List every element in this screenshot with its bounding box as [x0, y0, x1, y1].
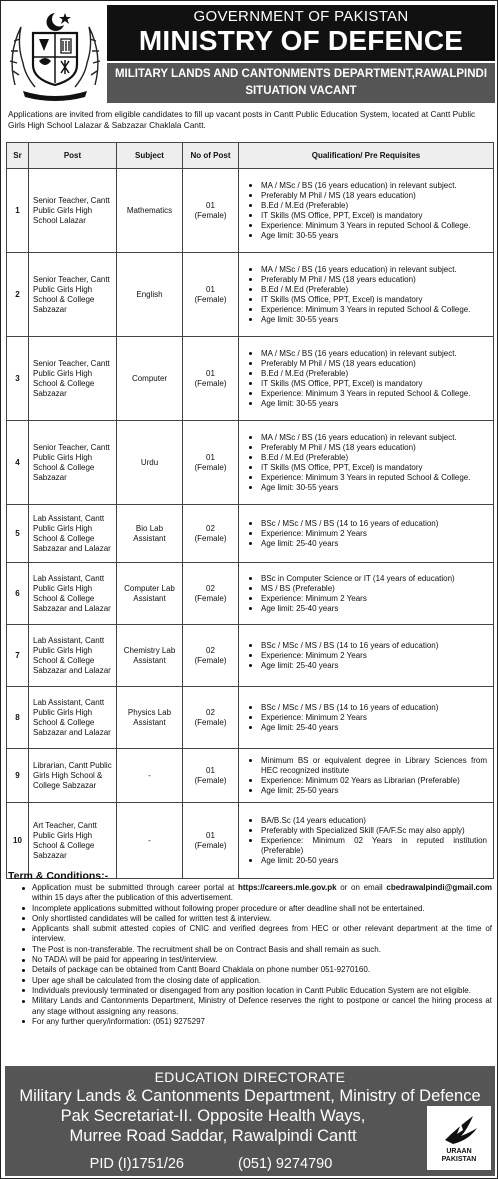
header-qualification: Qualification/ Pre Requisites	[239, 143, 494, 169]
row-no-of-post	[183, 749, 239, 803]
qualification-item: Preferably M Phil / MS (18 years education)	[249, 443, 487, 453]
qualification-item: BSc / MSc / MS / BS (14 to 16 years of education)	[249, 641, 487, 651]
qualification-item: Experience: Minimum 2 Years	[249, 529, 487, 539]
qualification-item: MS / BS (Preferable)	[249, 584, 487, 594]
post-gender: (Female)	[194, 462, 227, 472]
table-row	[7, 687, 494, 749]
qualification-item: Experience: Minimum 2 Years	[249, 651, 487, 661]
qualification-list	[249, 181, 487, 241]
qualification-item: Age limit: 30-55 years	[249, 231, 487, 241]
qualification-item: Preferably with Specialized Skill (FA/F.Sc may also apply)	[249, 826, 487, 836]
uraan-bird-icon	[427, 1106, 491, 1150]
table-row	[7, 505, 494, 563]
terms-item: For any further query/information: (051) 9275297	[8, 1017, 492, 1027]
qualification-item: Age limit: 25-40 years	[249, 661, 487, 671]
qualification-item: Preferably M Phil / MS (18 years education)	[249, 191, 487, 201]
row-no-of-post	[183, 563, 239, 625]
post-gender: (Female)	[194, 655, 227, 665]
qualification-item: Preferably M Phil / MS (18 years education)	[249, 359, 487, 369]
row-sr: 7	[7, 625, 29, 687]
footer-line-2: Pak Secretariat-II. Opposite Health Ways,	[60, 1107, 366, 1125]
qualification-list	[249, 816, 487, 866]
row-sr: 6	[7, 563, 29, 625]
qualification-item: Experience: Minimum 02 Years in reputed institution (Preferable)	[249, 836, 487, 856]
footer-line-1: Military Lands & Cantonments Department, Ministry of Defence	[19, 1087, 481, 1105]
row-sr: 10	[7, 803, 29, 879]
row-post: Senior Teacher, Cantt Public Girls High School Lalazar	[29, 169, 117, 253]
row-no-of-post	[183, 803, 239, 879]
row-subject: Bio Lab Assistant	[117, 505, 183, 563]
qualification-item: IT Skills (MS Office, PPT, Excel) is mandatory	[249, 295, 487, 305]
terms-section	[8, 870, 492, 1027]
header-sr: Sr	[7, 143, 29, 169]
qualification-item: IT Skills (MS Office, PPT, Excel) is mandatory	[249, 463, 487, 473]
row-sr: 1	[7, 169, 29, 253]
row-no-of-post	[183, 421, 239, 505]
row-qualification	[239, 253, 494, 337]
qualification-list	[249, 641, 487, 671]
qualification-list	[249, 756, 487, 796]
row-subject: English	[117, 253, 183, 337]
row-post: Librarian, Cantt Public Girls High School & College Sabzazar	[29, 749, 117, 803]
qualification-item: Age limit: 25-50 years	[249, 786, 487, 796]
department-banner	[107, 63, 495, 103]
footer-pid-row	[5, 1155, 417, 1173]
post-count: 01	[206, 830, 215, 840]
qualification-item: BA/B.Sc (14 years education)	[249, 816, 487, 826]
post-count: 02	[206, 645, 215, 655]
terms-text: or on email	[336, 883, 387, 892]
qualification-item: Age limit: 25-40 years	[249, 604, 487, 614]
post-gender: (Female)	[194, 210, 227, 220]
row-qualification	[239, 625, 494, 687]
row-subject: Urdu	[117, 421, 183, 505]
row-qualification	[239, 337, 494, 421]
qualification-item: IT Skills (MS Office, PPT, Excel) is mandatory	[249, 379, 487, 389]
row-post: Senior Teacher, Cantt Public Girls High School & College Sabzazar	[29, 421, 117, 505]
qualification-item: Age limit: 30-55 years	[249, 315, 487, 325]
intro-text: Applications are invited from eligible candidates to fill up vacant posts in Cantt Public Education System, located at Cantt Public Girls High School Lalazar & Sabzazar Chaklala Cantt.	[8, 109, 476, 130]
qualification-item: B.Ed / M.Ed (Preferable)	[249, 453, 487, 463]
terms-item: Applicants shall submit attested copies of CNIC and verified degrees from HEC or other relevant department at the time of interview.	[8, 924, 492, 945]
ministry-title: MINISTRY OF DEFENCE	[138, 25, 464, 56]
ministry-banner	[107, 5, 495, 61]
row-sr: 4	[7, 421, 29, 505]
row-qualification	[239, 169, 494, 253]
qualification-item: MA / MSc / BS (16 years education) in relevant subject.	[249, 181, 487, 191]
terms-item: Only shortlisted candidates will be called for written test & interview.	[8, 914, 492, 924]
qualification-item: Age limit: 30-55 years	[249, 399, 487, 409]
table-header-row	[7, 143, 494, 169]
post-count: 01	[206, 200, 215, 210]
row-subject: Physics Lab Assistant	[117, 687, 183, 749]
post-count: 02	[206, 583, 215, 593]
table-row	[7, 749, 494, 803]
qualification-item: Age limit: 20-50 years	[249, 856, 487, 866]
qualification-item: Preferably M Phil / MS (18 years education)	[249, 275, 487, 285]
row-subject: Computer	[117, 337, 183, 421]
email-link[interactable]: cbedrawalpindi@gmail.com	[386, 883, 492, 892]
row-qualification	[239, 505, 494, 563]
career-portal-link[interactable]: https://careers.mle.gov.pk	[237, 883, 337, 892]
qualification-item: Experience: Minimum 2 Years	[249, 713, 487, 723]
qualification-item: Age limit: 30-55 years	[249, 483, 487, 493]
post-count: 01	[206, 452, 215, 462]
qualification-list	[249, 574, 487, 614]
table-body	[7, 169, 494, 879]
qualification-item: B.Ed / M.Ed (Preferable)	[249, 285, 487, 295]
qualification-item: BSc / MSc / MS / BS (14 to 16 years of education)	[249, 703, 487, 713]
qualification-list	[249, 349, 487, 409]
terms-title: Term & Conditions:-	[8, 870, 109, 882]
qualification-item: Experience: Minimum 3 Years in reputed School & College.	[249, 389, 487, 399]
terms-item: Individuals previously terminated or disengaged from any position location in Cantt Public Education System are not eligible.	[8, 986, 492, 996]
terms-item: Uper age shall be calculated from the closing date of application.	[8, 976, 492, 986]
row-sr: 8	[7, 687, 29, 749]
header-no-of-post: No of Post	[183, 143, 239, 169]
qualification-item: B.Ed / M.Ed (Preferable)	[249, 201, 487, 211]
table-row	[7, 625, 494, 687]
row-post: Senior Teacher, Cantt Public Girls High School & College Sabzazar	[29, 253, 117, 337]
pid-number: PID (I)1751/26	[89, 1156, 184, 1172]
row-subject: -	[117, 749, 183, 803]
qualification-item: MA / MSc / BS (16 years education) in relevant subject.	[249, 433, 487, 443]
row-post: Senior Teacher, Cantt Public Girls High School & College Sabzazar	[29, 337, 117, 421]
row-qualification	[239, 749, 494, 803]
qualification-item: MA / MSc / BS (16 years education) in relevant subject.	[249, 349, 487, 359]
row-no-of-post	[183, 505, 239, 563]
qualification-list	[249, 519, 487, 549]
terms-item-submission	[8, 883, 492, 904]
directorate-title: EDUCATION DIRECTORATE	[154, 1069, 346, 1085]
row-post: Lab Assistant, Cantt Public Girls High School & College Sabzazar and Lalazar	[29, 505, 117, 563]
post-count: 02	[206, 707, 215, 717]
table-row	[7, 337, 494, 421]
qualification-item: BSc / MSc / MS / BS (14 to 16 years of education)	[249, 519, 487, 529]
qualification-item: Experience: Minimum 3 Years in reputed School & College.	[249, 305, 487, 315]
government-title: GOVERNMENT OF PAKISTAN	[193, 8, 409, 25]
row-post: Art Teacher, Cantt Public Girls High School & College Sabzazar	[29, 803, 117, 879]
state-emblem-icon	[5, 5, 105, 101]
post-count: 01	[206, 765, 215, 775]
row-subject: Chemistry Lab Assistant	[117, 625, 183, 687]
row-no-of-post	[183, 253, 239, 337]
uraan-pakistan-logo	[427, 1106, 491, 1170]
header	[1, 1, 498, 107]
vacancy-table	[6, 142, 494, 879]
qualification-item: Experience: Minimum 3 Years in reputed School & College.	[249, 473, 487, 483]
table-row	[7, 803, 494, 879]
row-subject: Mathematics	[117, 169, 183, 253]
post-gender: (Female)	[194, 593, 227, 603]
terms-item: Military Lands and Cantonments Department, Ministry of Defence reserves the right to postpone or cancel the hiring process at any stage without assigning any reasons.	[8, 996, 492, 1017]
post-count: 01	[206, 368, 215, 378]
qualification-item: B.Ed / M.Ed (Preferable)	[249, 369, 487, 379]
row-subject: Computer Lab Assistant	[117, 563, 183, 625]
qualification-list	[249, 703, 487, 733]
row-sr: 3	[7, 337, 29, 421]
table-row	[7, 253, 494, 337]
row-qualification	[239, 687, 494, 749]
post-gender: (Female)	[194, 378, 227, 388]
footer-line-3: Murree Road Saddar, Rawalpindi Cantt	[69, 1127, 357, 1145]
header-post: Post	[29, 143, 117, 169]
qualification-item: Minimum BS or equivalent degree in Library Sciences from HEC recognized institute	[249, 756, 487, 776]
qualification-item: Experience: Minimum 02 Years as Librarian (Preferable)	[249, 776, 487, 786]
qualification-item: MA / MSc / BS (16 years education) in relevant subject.	[249, 265, 487, 275]
row-post: Lab Assistant, Cantt Public Girls High School & College Sabzazar and Lalazar	[29, 625, 117, 687]
uraan-logo-text: URAAN	[446, 1148, 472, 1155]
terms-item: Details of package can be obtained from Cantt Board Chaklala on phone number 051-9270160.	[8, 965, 492, 975]
row-no-of-post	[183, 687, 239, 749]
footer	[5, 1066, 495, 1176]
row-sr: 9	[7, 749, 29, 803]
footer-phone: (051) 9274790	[237, 1156, 333, 1172]
qualification-list	[249, 433, 487, 493]
row-subject: -	[117, 803, 183, 879]
header-subject: Subject	[117, 143, 183, 169]
terms-item: The Post is non-transferable. The recruitment shall be on Contract Basis and shall remain as such.	[8, 945, 492, 955]
row-sr: 5	[7, 505, 29, 563]
row-no-of-post	[183, 625, 239, 687]
post-gender: (Female)	[194, 840, 227, 850]
row-post: Lab Assistant, Cantt Public Girls High School & College Sabzazar and Lalazar	[29, 563, 117, 625]
terms-item: Incomplete applications submitted without following proper procedure or after deadline shall not be entertained.	[8, 904, 492, 914]
qualification-item: IT Skills (MS Office, PPT, Excel) is mandatory	[249, 211, 487, 221]
table-row	[7, 421, 494, 505]
pakistan-logo-text: PAKISTAN	[441, 1156, 477, 1163]
post-gender: (Female)	[194, 717, 227, 727]
row-post: Lab Assistant, Cantt Public Girls High School & College Sabzazar and Lalazar	[29, 687, 117, 749]
post-count: 01	[206, 284, 215, 294]
qualification-item: Experience: Minimum 2 Years	[249, 594, 487, 604]
qualification-list	[249, 265, 487, 325]
row-qualification	[239, 803, 494, 879]
post-count: 02	[206, 523, 215, 533]
row-no-of-post	[183, 169, 239, 253]
situation-vacant-title: SITUATION VACANT	[245, 85, 357, 97]
row-no-of-post	[183, 337, 239, 421]
terms-text: Application must be submitted through career portal at	[32, 883, 238, 892]
row-qualification	[239, 421, 494, 505]
table-row	[7, 563, 494, 625]
department-title: MILITARY LANDS AND CANTONMENTS DEPARTMENT,RAWALPINDI	[114, 68, 488, 80]
terms-list	[8, 883, 492, 1027]
qualification-item: Age limit: 25-40 years	[249, 723, 487, 733]
row-qualification	[239, 563, 494, 625]
table-row	[7, 169, 494, 253]
terms-item: No TADA\ will be paid for appearing in test/interview.	[8, 955, 492, 965]
post-gender: (Female)	[194, 294, 227, 304]
qualification-item: Experience: Minimum 3 Years in reputed School & College.	[249, 221, 487, 231]
terms-text: within 15 days after the publication of this advertisement.	[32, 893, 233, 903]
qualification-item: Age limit: 25-40 years	[249, 539, 487, 549]
post-gender: (Female)	[194, 533, 227, 543]
row-sr: 2	[7, 253, 29, 337]
qualification-item: BSc in Computer Science or IT (14 years of education)	[249, 574, 487, 584]
post-gender: (Female)	[194, 775, 227, 785]
